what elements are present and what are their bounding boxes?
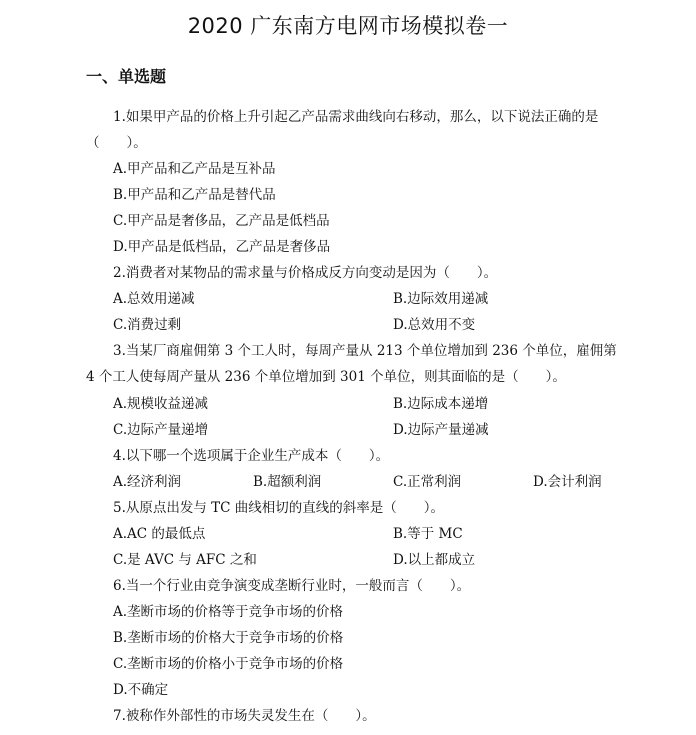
question-2-option-c: C.消费过剩 (113, 317, 182, 333)
question-5-option-a: A.AC 的最低点 (113, 526, 206, 542)
question-3-stem-continued: 4 个工人使每周产量从 236 个单位增加到 301 个单位，则其面临的是（ ）。 (86, 369, 566, 385)
question-2-option-b: B.边际效用递减 (393, 291, 489, 307)
question-7-stem: 7.被称作外部性的市场失灵发生在（ ）。 (113, 708, 376, 724)
question-6-option-d: D.不确定 (113, 682, 169, 698)
question-3-option-b: B.边际成本递增 (393, 396, 489, 412)
question-3-option-c: C.边际产量递增 (113, 422, 209, 438)
question-4-option-c: C.正常利润 (393, 474, 462, 490)
question-6-stem: 6.当一个行业由竞争演变成垄断行业时，一般而言（ ）。 (113, 578, 471, 594)
question-6-option-c: C.垄断市场的价格小于竞争市场的价格 (113, 656, 344, 672)
document-title: 2020 广东南方电网市场模拟卷一 (187, 14, 509, 38)
question-5-stem: 5.从原点出发与 TC 曲线相切的直线的斜率是（ ）。 (113, 500, 445, 516)
question-4-option-a: A.经济利润 (113, 474, 182, 490)
question-5-option-c: C.是 AVC 与 AFC 之和 (113, 552, 257, 568)
section-heading: 一、单选题 (86, 67, 167, 86)
question-3-option-a: A.规模收益递减 (113, 396, 209, 412)
question-1-stem-continued: （ ）。 (86, 135, 147, 151)
question-1-option-c: C.甲产品是奢侈品，乙产品是低档品 (113, 213, 330, 229)
question-3-stem: 3.当某厂商雇佣第 3 个工人时，每周产量从 213 个单位增加到 236 个单位，雇佣第 (113, 343, 617, 359)
question-1-option-a: A.甲产品和乙产品是互补品 (113, 161, 276, 177)
question-6-option-a: A.垄断市场的价格等于竞争市场的价格 (113, 604, 344, 620)
question-2-option-d: D.总效用不变 (393, 317, 476, 333)
question-4-stem: 4.以下哪一个选项属于企业生产成本（ ）。 (113, 448, 390, 464)
question-5-option-b: B.等于 MC (393, 526, 463, 542)
question-4-option-d: D.会计利润 (533, 474, 602, 490)
question-4-option-b: B.超额利润 (253, 474, 322, 490)
question-2-stem: 2.消费者对某物品的需求量与价格成反方向变动是因为（ ）。 (113, 265, 498, 281)
question-6-option-b: B.垄断市场的价格大于竞争市场的价格 (113, 630, 344, 646)
question-2-option-a: A.总效用递减 (113, 291, 195, 307)
question-1-stem: 1.如果甲产品的价格上升引起乙产品需求曲线向右移动，那么，以下说法正确的是 (113, 109, 599, 125)
question-5-option-d: D.以上都成立 (393, 552, 476, 568)
question-1-option-b: B.甲产品和乙产品是替代品 (113, 187, 276, 203)
question-3-option-d: D.边际产量递减 (393, 422, 489, 438)
question-1-option-d: D.甲产品是低档品，乙产品是奢侈品 (113, 239, 331, 255)
